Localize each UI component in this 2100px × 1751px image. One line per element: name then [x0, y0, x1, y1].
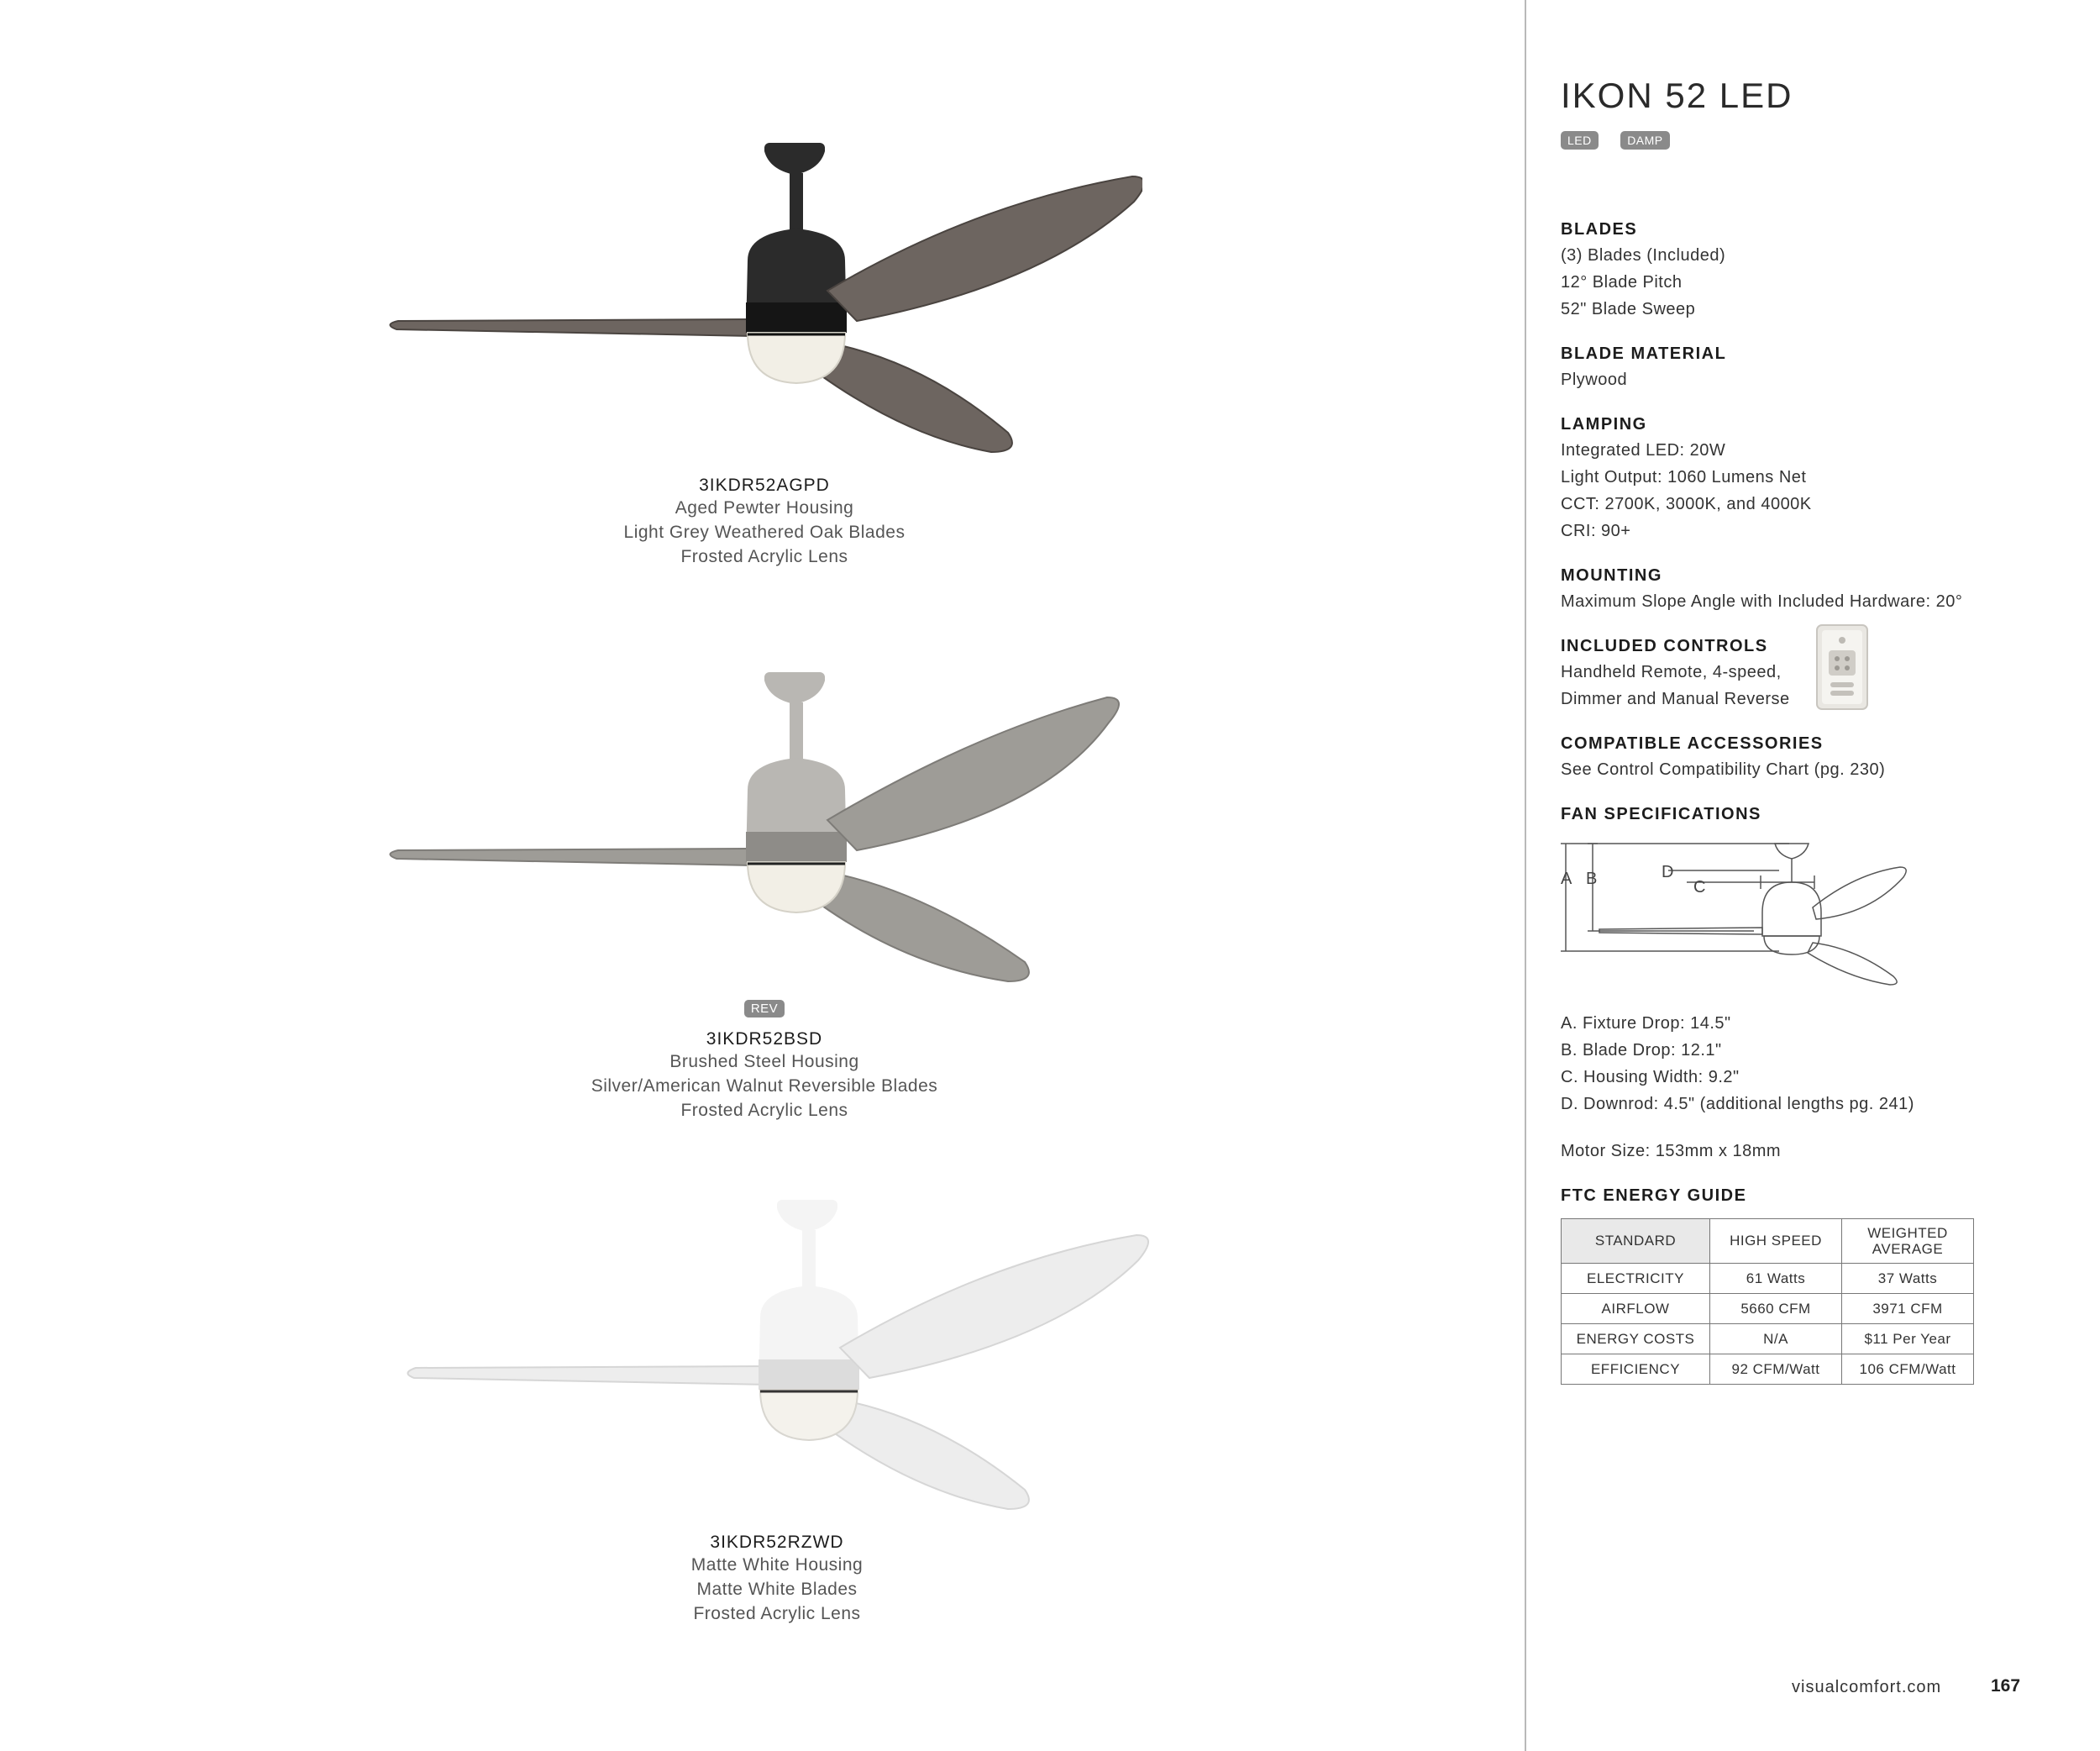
accessories-section: [1561, 731, 2073, 783]
diagram-letter-d: D: [1662, 863, 1674, 881]
energy-table: [1561, 1218, 1974, 1385]
product-title: IKON 52 LED: [1561, 76, 1793, 115]
table-row: [1562, 1264, 1974, 1294]
row-avg: 106 CFM/Watt: [1842, 1354, 1974, 1385]
dimension-item: C. Housing Width: 9.2": [1561, 1068, 1740, 1086]
product-sku: 3IKDR52RZWD: [710, 1533, 844, 1552]
ceiling-fan-image: [399, 1191, 1155, 1528]
damp-badge: DAMP: [1620, 131, 1669, 150]
row-avg: 37 Watts: [1842, 1264, 1974, 1294]
page-number: 167: [1991, 1676, 2021, 1696]
spec-value: Integrated LED: 20W: [1561, 441, 1726, 460]
dimension-item: A. Fixture Drop: 14.5": [1561, 1014, 1731, 1033]
header-weighted-line: WEIGHTED: [1867, 1225, 1948, 1241]
blades-section: [1561, 217, 2073, 323]
product-sku: 3IKDR52BSD: [706, 1029, 823, 1049]
spec-value: See Control Compatibility Chart (pg. 230): [1561, 760, 1886, 779]
product-card: [386, 664, 1142, 1123]
product-card: [399, 1191, 1155, 1626]
table-row: [1562, 1354, 1974, 1385]
product-housing: Matte White Housing: [690, 1555, 864, 1575]
product-sku: 3IKDR52AGPD: [699, 476, 830, 495]
dimension-item: D. Downrod: 4.5" (additional lengths pg. 241): [1561, 1095, 1914, 1113]
product-blades: Light Grey Weathered Oak Blades: [623, 523, 906, 542]
product-card: [386, 134, 1142, 569]
dimension-list: [1561, 1010, 2073, 1117]
fan-specs-section: [1561, 802, 2073, 1165]
row-avg: $11 Per Year: [1842, 1324, 1974, 1354]
row-avg: 3971 CFM: [1842, 1294, 1974, 1324]
row-name: AIRFLOW: [1562, 1294, 1710, 1324]
product-lens: Frosted Acrylic Lens: [680, 547, 848, 566]
remote-control-icon: [1815, 623, 1869, 711]
row-high: 5660 CFM: [1710, 1294, 1842, 1324]
lamping-section: [1561, 412, 2073, 544]
table-row: [1562, 1294, 1974, 1324]
fan-dimension-diagram: [1561, 837, 1914, 988]
section-label: FAN SPECIFICATIONS: [1561, 805, 1761, 823]
header-standard: STANDARD: [1562, 1219, 1710, 1264]
section-label: FTC ENERGY GUIDE: [1561, 1186, 1747, 1205]
mounting-section: [1561, 563, 2073, 615]
row-name: EFFICIENCY: [1562, 1354, 1710, 1385]
product-lens: Frosted Acrylic Lens: [680, 1101, 848, 1120]
reversible-badge: REV: [744, 1000, 785, 1017]
row-high: 61 Watts: [1710, 1264, 1842, 1294]
row-high: 92 CFM/Watt: [1710, 1354, 1842, 1385]
row-name: ENERGY COSTS: [1562, 1324, 1710, 1354]
spec-value: Plywood: [1561, 371, 1628, 389]
table-row: [1562, 1324, 1974, 1354]
row-name: ELECTRICITY: [1562, 1264, 1710, 1294]
product-housing: Brushed Steel Housing: [669, 1052, 859, 1071]
product-lens: Frosted Acrylic Lens: [693, 1604, 861, 1623]
spec-value: Light Output: 1060 Lumens Net: [1561, 468, 1807, 486]
ceiling-fan-image: [386, 664, 1142, 1000]
spec-value: 12° Blade Pitch: [1561, 273, 1683, 292]
header-weighted-average: [1842, 1219, 1974, 1264]
section-label: MOUNTING: [1561, 566, 1662, 585]
footer-url[interactable]: visualcomfort.com: [1792, 1678, 1942, 1696]
diagram-letter-a: A: [1561, 870, 1572, 888]
controls-section: [1561, 634, 2073, 712]
section-label: COMPATIBLE ACCESSORIES: [1561, 734, 1824, 753]
section-label: BLADE MATERIAL: [1561, 344, 1727, 363]
diagram-letter-c: C: [1693, 878, 1706, 897]
blade-material-section: [1561, 341, 2073, 393]
spec-value: 52" Blade Sweep: [1561, 300, 1696, 318]
spec-value: Handheld Remote, 4-speed,: [1561, 663, 1782, 681]
energy-guide-section: [1561, 1183, 2073, 1385]
spec-column: [1561, 76, 2073, 1385]
ceiling-fan-image: [386, 134, 1142, 471]
section-label: LAMPING: [1561, 415, 1647, 434]
section-label: INCLUDED CONTROLS: [1561, 637, 1768, 655]
table-header-row: [1562, 1219, 1974, 1264]
dimension-item: B. Blade Drop: 12.1": [1561, 1041, 1722, 1060]
spec-value: CRI: 90+: [1561, 522, 1631, 540]
diagram-letter-b: B: [1586, 870, 1598, 888]
column-divider: [1525, 0, 1526, 1751]
led-badge: LED: [1561, 131, 1599, 150]
spec-value: Dimmer and Manual Reverse: [1561, 690, 1790, 708]
spec-value: (3) Blades (Included): [1561, 246, 1726, 265]
motor-size: Motor Size: 153mm x 18mm: [1561, 1142, 1782, 1160]
header-average-line: AVERAGE: [1872, 1241, 1944, 1257]
row-high: N/A: [1710, 1324, 1842, 1354]
product-blades: Matte White Blades: [696, 1580, 858, 1599]
product-blades: Silver/American Walnut Reversible Blades: [591, 1076, 938, 1096]
feature-badges: [1561, 131, 2073, 155]
section-label: BLADES: [1561, 220, 1638, 239]
spec-value: Maximum Slope Angle with Included Hardware: 20°: [1561, 592, 1963, 611]
spec-value: CCT: 2700K, 3000K, and 4000K: [1561, 495, 1812, 513]
product-housing: Aged Pewter Housing: [675, 498, 854, 518]
header-high-speed: HIGH SPEED: [1710, 1219, 1842, 1264]
